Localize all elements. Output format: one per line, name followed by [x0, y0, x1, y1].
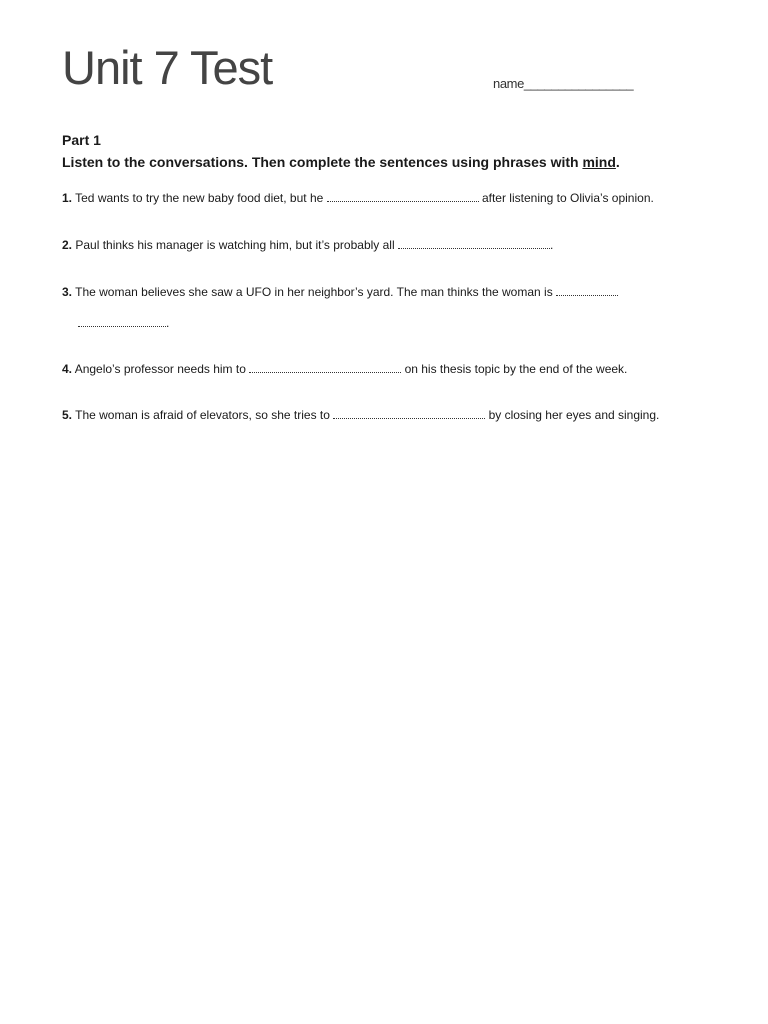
question-text-after: .: [166, 316, 170, 330]
question-2: [62, 237, 553, 253]
question-text-before: Angelo’s professor needs him to: [72, 362, 250, 376]
answer-blank[interactable]: [398, 238, 550, 249]
question-number: 2.: [62, 238, 73, 252]
name-label: name: [493, 76, 524, 91]
answer-blank[interactable]: [249, 362, 401, 373]
question-text-before: Ted wants to try the new baby food diet, but he: [72, 191, 327, 205]
question-text-before: The woman believes she saw a UFO in her neighbor’s yard. The man thinks the woman is: [72, 285, 557, 299]
answer-blank[interactable]: [327, 191, 479, 202]
answer-blank[interactable]: [333, 408, 485, 419]
question-number: 3.: [62, 285, 73, 299]
question-text-after: by closing her eyes and singing.: [485, 408, 660, 422]
instructions-keyword: mind: [582, 154, 616, 170]
question-text-before: The woman is afraid of elevators, so she tries to: [72, 408, 334, 422]
instructions-period: .: [615, 154, 620, 170]
question-text-after: after listening to Olivia’s opinion.: [478, 191, 654, 205]
question-number: 4.: [62, 362, 73, 376]
instructions-text: Listen to the conversations. Then complete the sentences using phrases with: [62, 154, 583, 170]
question-number: 1.: [62, 191, 73, 205]
question-1: [62, 190, 654, 206]
instructions: [62, 154, 620, 170]
question-text-after: on his thesis topic by the end of the week.: [401, 362, 628, 376]
question-text-before: Paul thinks his manager is watching him, but it’s probably all: [72, 238, 398, 252]
name-field: [493, 76, 633, 91]
question-3-continuation: [78, 315, 169, 331]
question-5: [62, 407, 659, 423]
question-text-after: .: [549, 238, 554, 252]
answer-blank-continued[interactable]: [78, 316, 166, 327]
question-number: 5.: [62, 408, 73, 422]
name-blank-line: ________________: [523, 76, 634, 91]
question-4: [62, 361, 627, 377]
part-label: Part 1: [62, 132, 101, 148]
question-3: [62, 284, 618, 300]
answer-blank[interactable]: [556, 285, 618, 296]
page-title: Unit 7 Test: [62, 41, 273, 94]
